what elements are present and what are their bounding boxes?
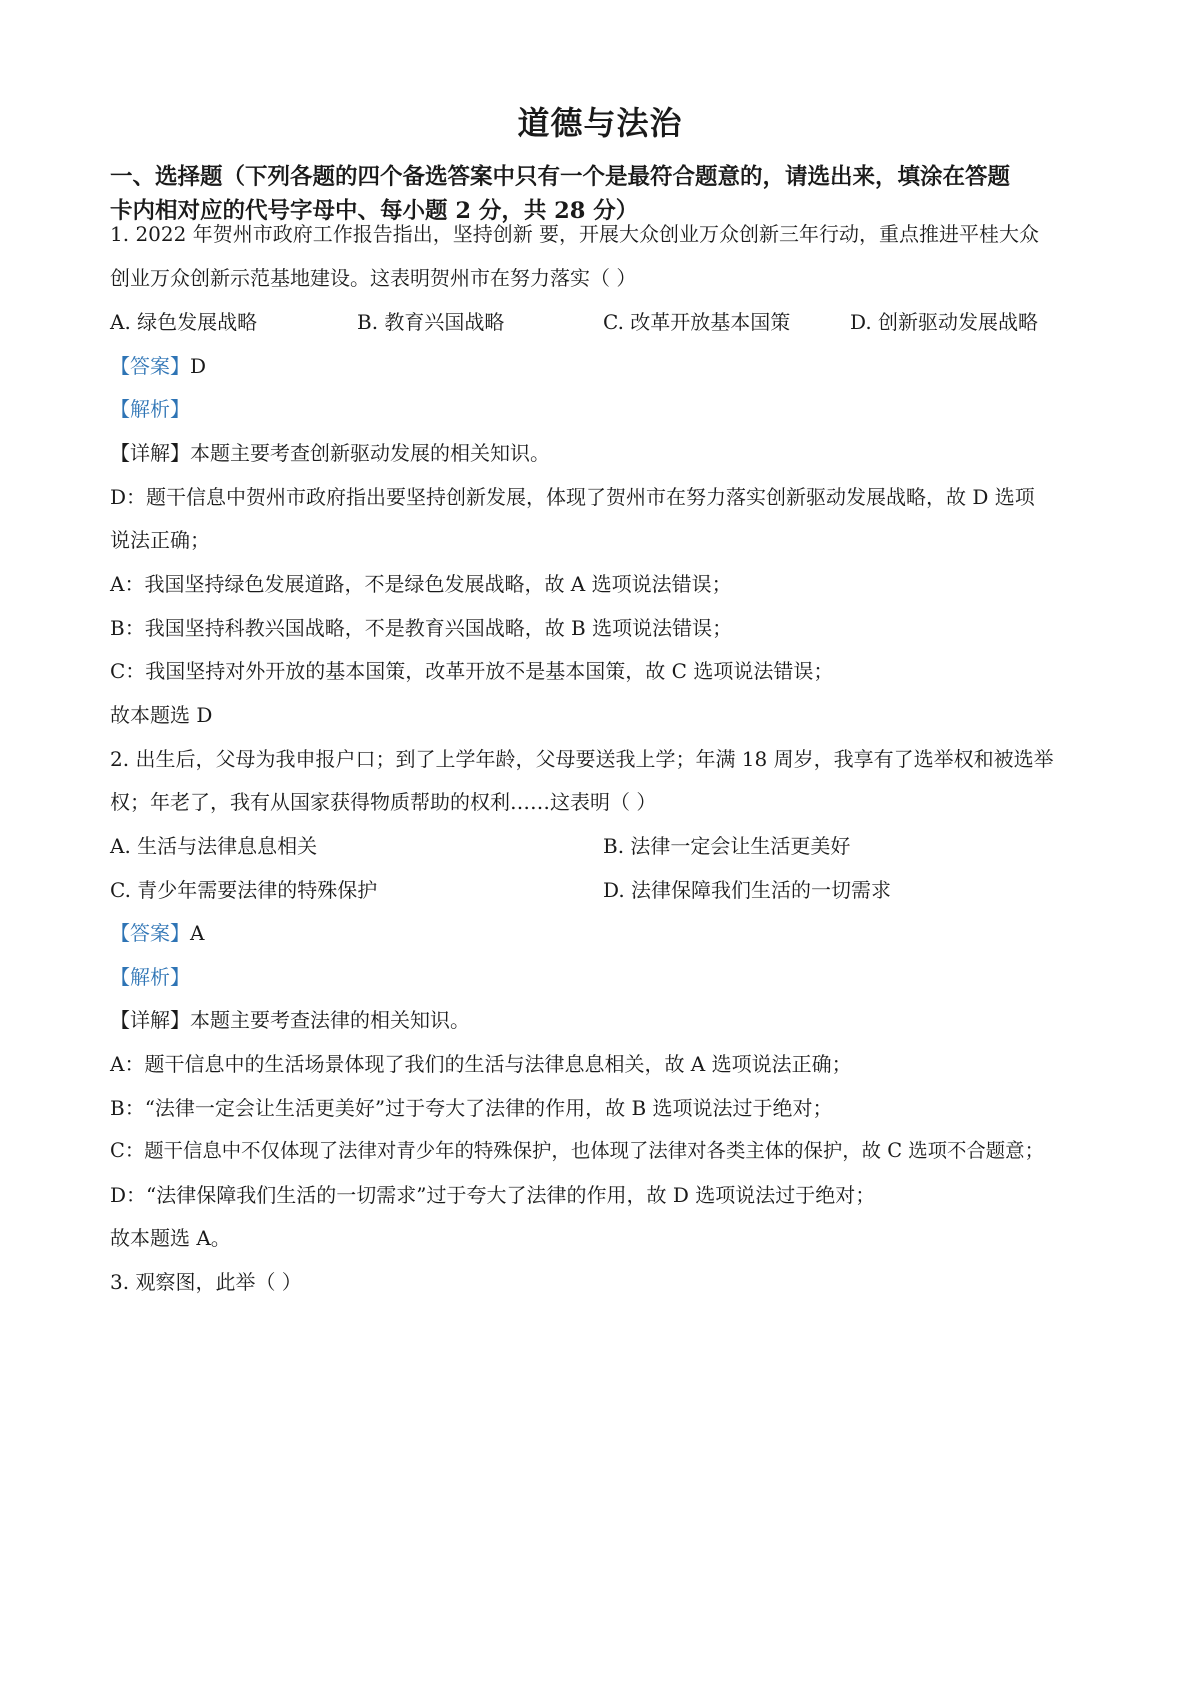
q2-detail: 【详解】本题主要考查法律的相关知识。 bbox=[110, 1008, 470, 1032]
q1-explain-a: A：我国坚持绿色发展道路，不是绿色发展战略，故 A 选项说法错误； bbox=[110, 572, 732, 596]
q1-answer-value: D bbox=[190, 354, 207, 378]
q1-explain-c: C：我国坚持对外开放的基本国策，改革开放不是基本国策，故 C 选项说法错误； bbox=[110, 659, 834, 683]
q1-option-a: A. 绿色发展战略 bbox=[110, 310, 258, 334]
page-title: 道德与法治 bbox=[517, 104, 683, 142]
q1-option-b: B. 教育兴国战略 bbox=[357, 310, 505, 334]
q1-analysis-label: 【解析】 bbox=[110, 397, 190, 421]
q2-stem-line-2: 权；年老了，我有从国家获得物质帮助的权利……这表明（ ） bbox=[110, 790, 657, 814]
q1-option-d: D. 创新驱动发展战略 bbox=[850, 310, 1039, 334]
section-heading-line-1: 一、选择题（下列各题的四个备选答案中只有一个是最符合题意的，请选出来，填涂在答题 bbox=[110, 164, 1011, 190]
q1-detail: 【详解】本题主要考查创新驱动发展的相关知识。 bbox=[110, 441, 550, 465]
q1-explain-b: B：我国坚持科教兴国战略，不是教育兴国战略，故 B 选项说法错误； bbox=[110, 616, 733, 640]
q2-option-c: C. 青少年需要法律的特殊保护 bbox=[110, 878, 378, 902]
q2-option-b: B. 法律一定会让生活更美好 bbox=[603, 834, 851, 858]
q2-answer-value: A bbox=[190, 921, 205, 945]
q1-option-c: C. 改革开放基本国策 bbox=[603, 310, 791, 334]
q2-option-d: D. 法律保障我们生活的一切需求 bbox=[603, 878, 892, 902]
q3-stem: 3. 观察图，此举（ ） bbox=[110, 1270, 302, 1294]
q2-answer bbox=[110, 919, 204, 947]
q1-conclusion: 故本题选 D bbox=[110, 703, 213, 727]
q2-stem-line-1: 2. 出生后，父母为我申报户口；到了上学年龄，父母要送我上学；年满 18 周岁，我享有了选举权和被选举 bbox=[110, 747, 1054, 771]
q1-stem-line-1: 1. 2022 年贺州市政府工作报告指出，坚持创新 要，开展大众创业万众创新三年行动，重点推进平桂大众 bbox=[110, 222, 1040, 246]
q2-option-a: A. 生活与法律息息相关 bbox=[110, 834, 318, 858]
q2-explain-d: D：“法律保障我们生活的一切需求”过于夸大了法律的作用，故 D 选项说法过于绝对； bbox=[110, 1183, 876, 1207]
q1-answer bbox=[110, 352, 206, 380]
q1-explain-d-line-1: D：题干信息中贺州市政府指出要坚持创新发展，体现了贺州市在努力落实创新驱动发展战略，故 D 选项 bbox=[110, 485, 1035, 509]
q2-explain-a: A：题干信息中的生活场景体现了我们的生活与法律息息相关，故 A 选项说法正确； bbox=[110, 1052, 852, 1076]
q2-explain-b: B：“法律一定会让生活更美好”过于夸大了法律的作用，故 B 选项说法过于绝对； bbox=[110, 1096, 833, 1120]
q2-explain-c: C：题干信息中不仅体现了法律对青少年的特殊保护，也体现了法律对各类主体的保护，故 C 选项不合题意； bbox=[110, 1139, 1044, 1162]
q1-answer-label: 【答案】 bbox=[110, 354, 190, 378]
section-heading-line-2: 卡内相对应的代号字母中、每小题 2 分，共 28 分） bbox=[110, 198, 639, 224]
q1-explain-d-line-2: 说法正确； bbox=[110, 528, 210, 552]
q2-answer-label: 【答案】 bbox=[110, 921, 190, 945]
q2-conclusion: 故本题选 A。 bbox=[110, 1226, 231, 1250]
q1-stem-line-2: 创业万众创新示范基地建设。这表明贺州市在努力落实（ ） bbox=[110, 266, 637, 290]
q2-analysis-label: 【解析】 bbox=[110, 965, 190, 989]
